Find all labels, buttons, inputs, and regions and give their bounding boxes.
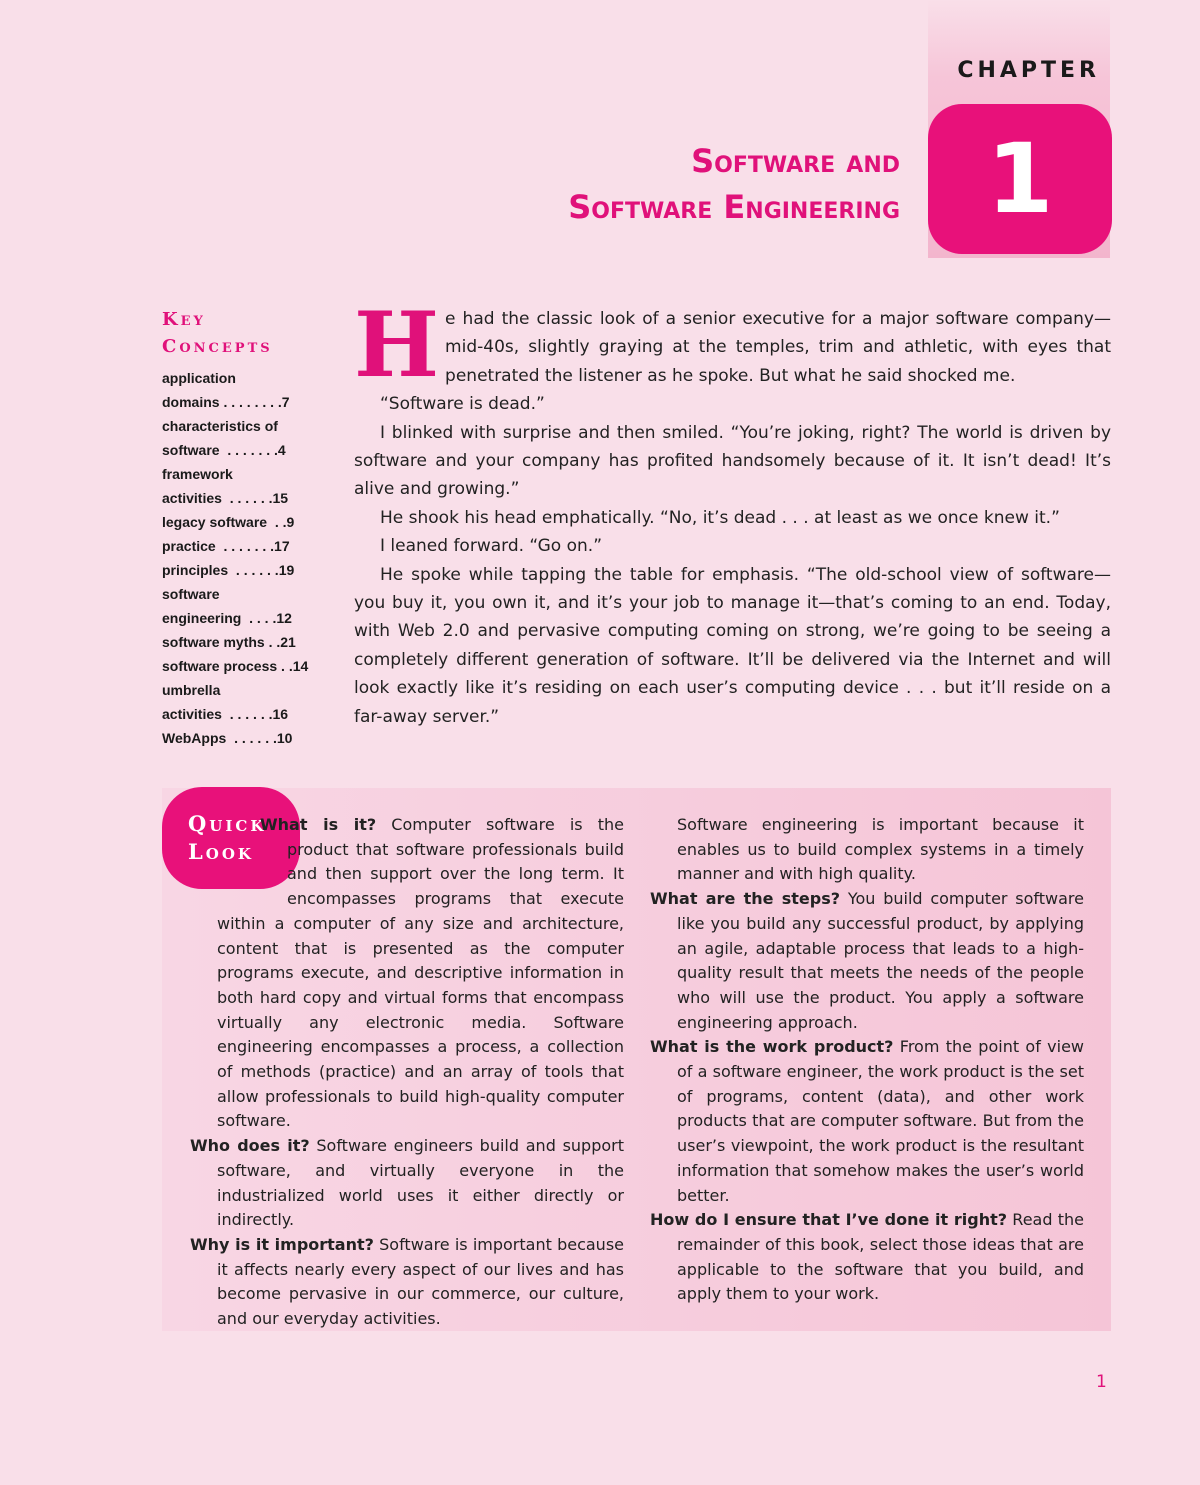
quick-look-answer: From the point of view of a software engineer, the work product is the set of programs, content (data), and other work products that are computer software. But from the user’s viewpoint, the work product is the resultant information that somehow makes the user’s world better. (677, 1037, 1084, 1205)
story-paragraph: I leaned forward. “Go on.” (380, 536, 602, 557)
key-concept-item: umbrella (162, 682, 221, 698)
quick-look-entry (650, 1035, 1084, 1208)
story-paragraph: I blinked with surprise and then smiled. “You’re joking, right? The world is driven by software and your company has profited handsomely because of it. It isn’t dead! It’s alive and growing.” (354, 422, 1111, 500)
quick-look-question: What is it? (260, 815, 377, 834)
story-paragraph (354, 292, 1111, 398)
key-concept-item: framework (162, 466, 233, 482)
quick-look-question: Why is it important? (190, 1234, 374, 1254)
key-concept-item: WebApps . . . . . .10 (162, 730, 293, 746)
story-paragraph: He spoke while tapping the table for emphasis. “The old-school view of software—you buy it, you own it, and it’s your job to manage it—that’s coming to an end. Today, with Web 2.0 and pervasive computing coming on strong, we’re going to be seeing a completely different generation of software. It’ll be delivered via the Internet and will look exactly like it’s residing on each user’s computing device . . . but it’ll reside on a far-away server.” (354, 564, 1111, 727)
key-concept-item: software myths . .21 (162, 634, 296, 650)
chapter-title-line2: Software Engineering (568, 188, 900, 226)
quick-look-answer: Software engineers build and support software, and virtually everyone in the industrialized world uses it either directly or indirectly. (217, 1136, 624, 1230)
drop-cap: H (354, 292, 440, 398)
quick-look-question: Who does it? (190, 1136, 310, 1156)
quick-look-left-column (190, 813, 624, 1332)
quick-look-entry (650, 1208, 1084, 1307)
quick-look-answer: Computer software is the product that software professionals build and then support over the long term. It encompasses programs that execute within a computer of any size and architecture, content that is presented as the computer programs execute, and descriptive information in both hard copy and virtual forms that encompass virtually any electronic media. Software engineering encompasses a process, a collection of methods (practice) and an array of tools that allow professionals to build high-quality computer software. (217, 815, 624, 1131)
key-concept-item: principles . . . . . .19 (162, 562, 295, 578)
quick-look-entry (650, 887, 1084, 1035)
quick-look-question: How do I ensure that I’ve done it right? (650, 1210, 1008, 1230)
quick-look-question: What are the steps? (650, 889, 841, 909)
chapter-title (568, 138, 900, 230)
page-number: 1 (1096, 1372, 1107, 1392)
key-concept-item: activities . . . . . .16 (162, 706, 289, 722)
key-concepts-list (162, 366, 309, 750)
key-concepts-heading-line2: Concepts (162, 336, 273, 357)
quick-look-right-column (650, 813, 1084, 1307)
quick-look-answer: You build computer software like you build any successful product, by applying an agile, adaptable process that leads to a high-quality result that meets the needs of the people who will use the product. You apply a software engineering approach. (677, 889, 1085, 1032)
key-concept-item: software process . .14 (162, 658, 309, 674)
quick-look-entry (190, 1233, 624, 1332)
quick-look-badge-line2: Look (188, 839, 254, 864)
key-concept-item: activities . . . . . .15 (162, 490, 289, 506)
key-concepts-heading (162, 306, 302, 360)
key-concept-item: software . . . . . . .4 (162, 442, 286, 458)
story-text: e had the classic look of a senior executive for a major software company—mid-40s, slightly graying at the temples, trim and athletic, with eyes that penetrated the listener as he spoke. But what he said shocked me. (445, 309, 1111, 386)
chapter-number-badge (928, 104, 1112, 254)
chapter-label: CHAPTER (957, 58, 1100, 83)
quick-look-entry (190, 1134, 624, 1233)
key-concept-item: legacy software . .9 (162, 514, 295, 530)
quick-look-answer: Read the remainder of this book, select those ideas that are applicable to the software that you build, and apply them to your work. (677, 1210, 1084, 1304)
key-concept-item: application (162, 370, 236, 386)
story-paragraph: “Software is dead.” (380, 394, 545, 415)
quick-look-answer: Software is important because it affects nearly every aspect of our lives and has become pervasive in our commerce, our culture, and our everyday activities. (217, 1234, 625, 1329)
key-concepts-heading-line1: Key (162, 309, 206, 330)
quick-look-question: What is the work product? (650, 1037, 894, 1057)
quick-look-badge-line1: Quick (188, 811, 267, 836)
chapter-title-line1: Software and (691, 142, 900, 180)
quick-look-continuation: Software engineering is important because it enables us to build complex systems in a timely manner and with high quality. (677, 815, 1084, 884)
key-concepts-sidebar (162, 306, 309, 750)
key-concept-item: domains . . . . . . . .7 (162, 394, 290, 410)
opening-story (354, 292, 1111, 731)
key-concept-item: engineering . . . .12 (162, 610, 292, 626)
key-concept-item: practice . . . . . . .17 (162, 538, 290, 554)
story-paragraph: He shook his head emphatically. “No, it’s dead . . . at least as we once knew it.” (380, 507, 1060, 528)
key-concept-item: software (162, 586, 220, 602)
chapter-number: 1 (986, 123, 1054, 235)
key-concept-item: characteristics of (162, 418, 278, 434)
